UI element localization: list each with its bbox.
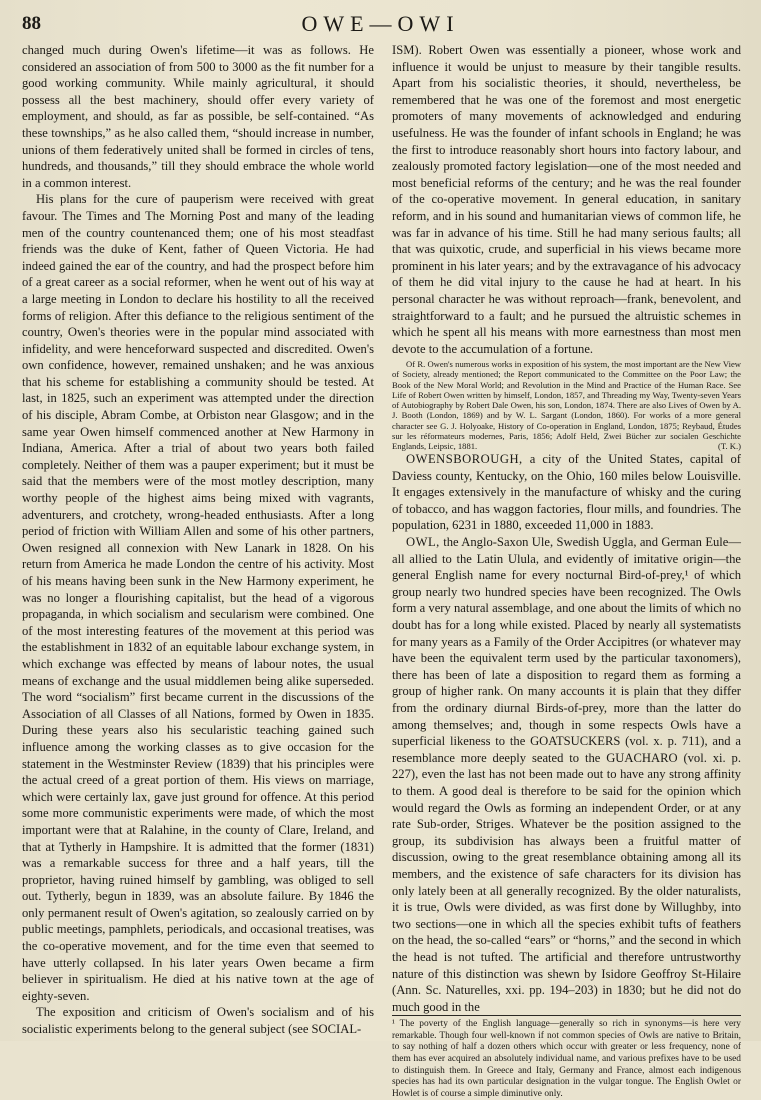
page-header	[22, 10, 739, 40]
owen-paragraph-3: The exposition and criticism of Owen's socialism and of his socialistic experiments belong to the general subject (see SOCIAL-	[22, 1005, 374, 1037]
owensborough-text: a city of the United States, capital of Daviess county, Kentucky, on the Ohio, 160 miles below Louisville. It engages extensively in the manufacture of whisky and the curing of tobacco, and has waggon factories, flour mills, and foundries. The population, 6231 in 1880, exceeded 11,000 in 1883.	[392, 452, 741, 533]
owen-paragraph-2: His plans for the cure of pauperism were received with great favour. The Times and The Morning Post and many of the leading men of the country countenanced them; one of his most steadfast friends was the duke of Kent, father of Queen Victoria. He had indeed gained the ear of the country, and had the prospect before him of a great career as a social reformer, when he went out of his way at a large meeting in London to declare his hostility to all the received forms of religion. After this defiance to the religious sentiment of the country, Owen's theories were in the popular mind associated with infidelity, and were henceforward suspected and discredited. Owen's own confidence, however, remained unshaken; and he was anxious that his scheme for establishing a community should be tested. At last, in 1825, such an experiment was attempted under the direction of his disciple, Abram Combe, at Orbiston near Glasgow; and in the same year Owen himself commenced another at New Harmony in Indiana, America. After a trial of about two years both failed completely. Neither of them was a pauper experiment; but it must be said that the members were of the most motley description, many worthy people of the highest aims being mixed with vagrants, adventurers, and crotchety, wrong-headed enthusiasts. After a long period of friction with William Allen and some of his other partners, Owen resigned all connexion with New Lanark in 1828. On his return from America he made London the centre of his activity. Most of his means having been sunk in the New Harmony experiment, he was no longer a flourishing capitalist, but the head of a vigorous propaganda, in which socialism and secularism were combined. One of the most interesting features of the movement at this period was the establishment in 1832 of an equitable labour exchange system, in which exchange was effected by means of labour notes, the usual means of exchange and the usual middlemen being alike superseded. The word “socialism” first became current in the discussions of the Association of all Classes of all Nations, formed by Owen in 1835. During these years also his secularistic teaching gained such influence among the working classes as to give occasion for the statement in the Westminster Review (1839) that his principles were the actual creed of a great portion of them. His views on marriage, which were certainly lax, gave just ground for offence. At this period some more communistic experiments were made, of which the most important were that at Ralahine, in the county of Clare, Ireland, and that at Tytherly in Hampshire. It is admitted that the former (1831) was a remarkable success for three and a half years, till the proprietor, having ruined himself by gambling, was obliged to sell out. Tytherly, begun in 1839, was an absolute failure. By 1846 the only permanent result of Owen's agitation, so zealously carried on by public meetings, pamphlets, periodicals, and occasional treatises, was the co-operative movement, and for the time even that seemed to have utterly collapsed. In his later years Owen became a firm believer in spiritualism. He died at his native town at the age of eighty-seven.	[22, 192, 374, 1003]
running-head: OWE—OWI	[301, 11, 460, 36]
bibliography-text: Of R. Owen's numerous works in exposition of his system, the most important are the New View of Society, already mentioned; the Report communicated to the Committee on the Poor Law; the Book of the New Moral World; and Revolution in the Mind and Practice of the Human Race. See Life of Robert Owen written by himself, London, 1857, and Threading my Way, Twenty-seven Years of Autobiography by Robert Dale Owen, his son, London, 1874. There are also Lives of Owen by A. J. Booth (London, 1869) and by W. L. Sargant (London, 1860). For works of a more general character see G. J. Holyoake, History of Co-operation in England, London, 1875; Reybaud, Études sur les réformateurs modernes, Paris, 1856; Adolf Held, Zwei Bücher zur socialen Geschichte Englands, Leipsic, 1881.	[392, 359, 741, 451]
owen-paragraph-4: ISM). Robert Owen was essentially a pioneer, whose work and influence it would be unjust to measure by their tangible results. Apart from his socialistic theories, it should, nevertheless, be remembered that he was one of the foremost and most energetic promoters of many movements of acknowledged and enduring usefulness. He was the founder of infant schools in England; he was the first to introduce reasonably short hours into factory labour, and zealously promoted factory legislation—one of the most needed and most beneficial reforms of the century; and he was the real founder of the co-operative movement. In general education, in sanitary reform, and in his sound and humanitarian views of common life, he was far in advance of his time. Still he had many serious faults; all that was quixotic, crude, and superficial in his views became more prominent in his later years; and by the extravagance of his advocacy of them he did vital injury to the cause he had at heart. In his personal character he was without reproach—frank, benevolent, and straightforward to a fault; and he pursued the altruistic schemes in which he spent all his means with more earnestness than most men devote to the accumulation of a fortune.	[392, 43, 741, 356]
owl-heading: OWL,	[406, 535, 440, 550]
owen-paragraph-1: changed much during Owen's lifetime—it was as follows. He considered an association of from 500 to 3000 as the fit number for a good working community. While mainly agricultural, it should possess all the best machinery, should offer every variety of employment, and should, as far as possible, be self-contained. “As these townships,” as he also called them, “should increase in number, unions of them federatively united shall be formed in circles of tens, hundreds, and thousands,” till they should embrace the whole world in a common interest.	[22, 43, 374, 190]
bibliography-note	[392, 359, 741, 451]
owensborough-heading: OWENSBOROUGH,	[406, 452, 523, 467]
footnote: ¹ The poverty of the English language—generally so rich in synonyms—is here very remarkable. Though four well-known if not common species of Owls are native to Britain, to say nothing of half a dozen others which occur with greater or less frequency, none of them has ever acquired an absolutely individual name, and various prefixes have to be used to distinguish them. In Greece and Italy, Germany and France, almost each indigenous species has had its own particular designation in the vulgar tongue. The English Owlet or Howlet is of course a simple diminutive only.	[392, 1015, 741, 1100]
right-column	[392, 42, 741, 1099]
owensborough-entry	[392, 451, 741, 534]
left-column	[22, 42, 374, 1037]
owl-text: the Anglo-Saxon Ule, Swedish Uggla, and German Eule—all allied to the Latin Ulula, and evidently of imitative origin—the general English name for every nocturnal Bird-of-prey,¹ of which group nearly two hundred species have been recognized. The Owls form a very natural assemblage, and one about the limits of which no doubt has for a long while existed. Placed by nearly all systematists for many years as a Family of the Order Accipitres (or whatever may have been the equivalent term used by the particular taxonomers), there has been of late a disposition to regard them as forming a group of higher rank. On many accounts it is plain that they differ from the ordinary diurnal Birds-of-prey, more than the latter do among themselves; and, though in some respects Owls have a superficial likeness to the GOATSUCKERS (vol. x. p. 711), and a resemblance more deeply seated to the GUACHARO (vol. xi. p. 227), even the last has not been made out to have any strong affinity to them. A good deal is therefore to be said for the opinion which would regard the Owls as forming an independent Order, or at any rate Sub-order, Striges. Whatever be the position assigned to the group, its subdivision has always been a fruitful matter of discussion, owing to the great resemblance obtaining among all its members, and the existence of safe characters for its division has only lately been at all generally recognized. By the older naturalists, it is true, Owls were divided, as was first done by Willughby, into two sections—one in which all the species exhibit tufts of feathers on the head, the so-called “ears” or “horns,” and the second in which the head is not tufted. The artificial and therefore untrustworthy nature of this distinction was shewn by Isidore Geoffroy St-Hilaire (Ann. Sc. Naturelles, xxi. pp. 194–203) in 1830; but he did not do much good in the	[392, 535, 741, 1014]
owl-entry	[392, 534, 741, 1015]
page-number: 88	[22, 13, 41, 34]
author-signature: (T. K.)	[718, 440, 741, 451]
